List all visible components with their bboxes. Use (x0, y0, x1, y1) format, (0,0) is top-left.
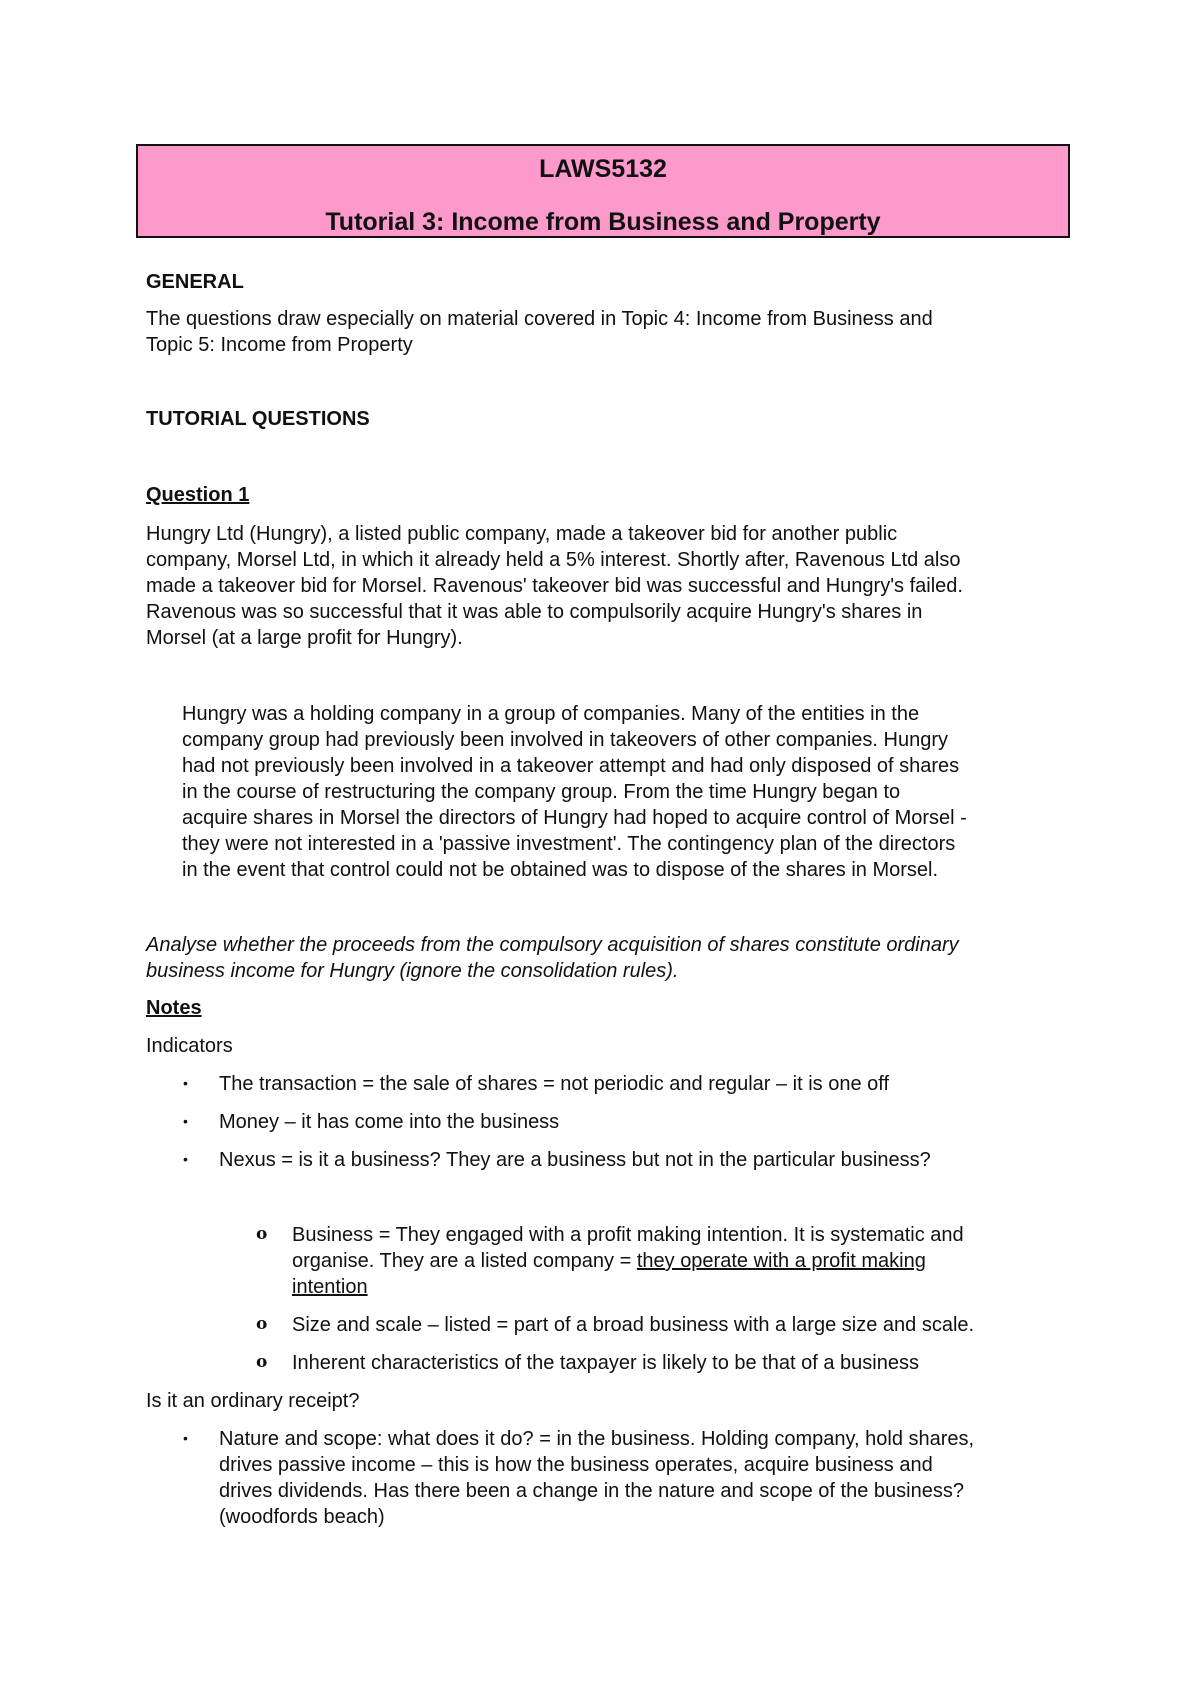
question-paragraph-line: Ravenous was so successful that it was able to compulsorily acquire Hungry's shares in (146, 601, 923, 623)
tutorial-questions-heading: TUTORIAL QUESTIONS (146, 408, 370, 430)
task-line: Analyse whether the proceeds from the compulsory acquisition of shares constitute ordinary (146, 934, 959, 956)
sub-list-item: Business = They engaged with a profit making intention. It is systematic and (292, 1224, 964, 1246)
general-line: Topic 5: Income from Property (146, 334, 413, 356)
scenario-paragraph-line: in the event that control could not be obtained was to dispose of the shares in Morsel. (182, 859, 939, 881)
task-line: business income for Hungry (ignore the consolidation rules). (146, 960, 679, 982)
list-item: Money – it has come into the business (219, 1111, 560, 1133)
question-paragraph-line: Hungry Ltd (Hungry), a listed public company, made a takeover bid for another public (146, 523, 898, 545)
scenario-paragraph-line: had not previously been involved in a takeover attempt and had only disposed of shares (182, 755, 960, 777)
title-box (136, 144, 1070, 238)
sub-bullet-icon: o (256, 1352, 268, 1372)
sub-bullet-icon: o (256, 1314, 268, 1334)
list-item: Nature and scope: what does it do? = in the business. Holding company, hold shares, (219, 1428, 975, 1450)
sub-list-item-text: organise. They are a listed company = (292, 1250, 637, 1272)
indicators-label: Indicators (146, 1035, 233, 1057)
question-paragraph-line: Morsel (at a large profit for Hungry). (146, 627, 463, 649)
bullet-icon: • (183, 1113, 188, 1129)
scenario-paragraph-line: acquire shares in Morsel the directors of Hungry had hoped to acquire control of Morsel - (182, 807, 967, 829)
scenario-paragraph-line: they were not interested in a 'passive investment'. The contingency plan of the directors (182, 833, 956, 855)
notes-heading: Notes (146, 997, 202, 1019)
list-item-continued: drives dividends. Has there been a change in the nature and scope of the business? (219, 1480, 964, 1502)
scenario-paragraph-line: company group had previously been involved in takeovers of other companies. Hungry (182, 729, 948, 751)
list-item: Nexus = is it a business? They are a business but not in the particular business? (219, 1149, 931, 1171)
sub-list-item-continued (292, 1248, 926, 1274)
sub-list-item: Size and scale – listed = part of a broad business with a large size and scale. (292, 1314, 975, 1336)
bullet-icon: • (183, 1151, 188, 1167)
question-1-heading: Question 1 (146, 484, 250, 506)
sub-bullet-icon: o (256, 1224, 268, 1244)
ordinary-receipt-label: Is it an ordinary receipt? (146, 1390, 360, 1412)
tutorial-title: Tutorial 3: Income from Business and Property (325, 208, 881, 236)
underlined-text: they operate with a profit making (636, 1250, 926, 1272)
course-code: LAWS5132 (539, 155, 667, 183)
general-line: The questions draw especially on material covered in Topic 4: Income from Business and (146, 308, 933, 330)
list-item-continued: (woodfords beach) (219, 1506, 385, 1528)
question-paragraph-line: company, Morsel Ltd, in which it already held a 5% interest. Shortly after, Ravenous Ltd also (146, 549, 961, 571)
scenario-paragraph-line: in the course of restructuring the company group. From the time Hungry began to (182, 781, 901, 803)
question-paragraph-line: made a takeover bid for Morsel. Ravenous' takeover bid was successful and Hungry's failed. (146, 575, 963, 597)
bullet-icon: • (183, 1075, 188, 1091)
bullet-icon: • (183, 1430, 188, 1446)
list-item-continued: drives passive income – this is how the business operates, acquire business and (219, 1454, 933, 1476)
underlined-text: intention (292, 1276, 368, 1298)
general-heading: GENERAL (146, 271, 244, 293)
sub-list-item: Inherent characteristics of the taxpayer is likely to be that of a business (292, 1352, 919, 1374)
scenario-paragraph-line: Hungry was a holding company in a group of companies. Many of the entities in the (182, 703, 920, 725)
list-item: The transaction = the sale of shares = not periodic and regular – it is one off (219, 1073, 890, 1095)
